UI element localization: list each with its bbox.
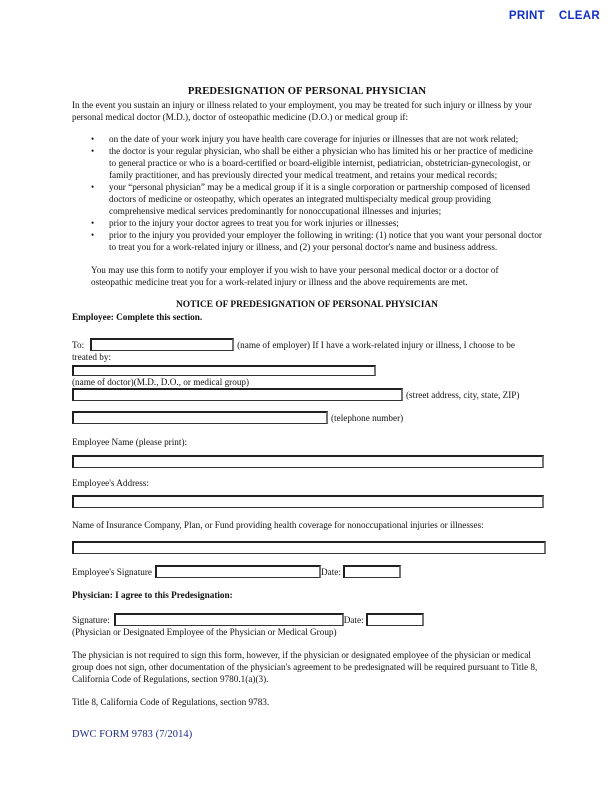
employer-note: (name of employer) If I have a work-related injury or illness, I choose to be — [237, 340, 515, 350]
form-page — [72, 86, 542, 708]
signature-label: Signature: — [72, 615, 110, 625]
closing-paragraph: The physician is not required to sign this form, however, if the physician or designated employee of the physician or medical group does not sign, other documentation of the physician's agreement to be predesignated will be required pursuant to Title 8, California Code of Regulations, section 9780.1(a)(3). — [72, 650, 538, 684]
list-item: • prior to the injury your doctor agrees to treat you for work injuries or illnesses; — [72, 217, 542, 229]
requirements-list — [72, 133, 542, 253]
print-button[interactable]: PRINT — [508, 10, 545, 22]
list-item: • the doctor is your regular physician, who shall be either a physician who has limited his or her practice of medicine to general practice or who is a board-certified or board-eligible internist, pediatrician, obstetrician-gynecologist, or family practitioner, and has previously directed your medical treatment, and retains your medical records; — [72, 145, 542, 181]
notify-paragraph: You may use this form to notify your employer if you wish to have your personal medical doctor or a doctor of osteopathic medicine treat you for a work-related injury or illness and the above requirements are met. — [91, 265, 499, 287]
physician-signature-row — [72, 613, 542, 626]
address-note: (street address, city, state, ZIP) — [406, 390, 520, 400]
employee-name-field[interactable] — [72, 455, 544, 468]
physician-signature-note: (Physician or Designated Employee of the Physician or Medical Group) — [72, 627, 337, 637]
doctor-address-field[interactable] — [72, 388, 403, 401]
physician-date-field[interactable] — [366, 613, 424, 626]
phone-note: (telephone number) — [331, 413, 404, 423]
clear-button[interactable]: CLEAR — [558, 10, 600, 22]
employee-signature-row — [72, 565, 542, 578]
doctor-note: (name of doctor)(M.D., D.O., or medical group) — [72, 377, 250, 387]
to-label: To: — [72, 340, 85, 350]
employee-name-label: Employee Name (please print): — [72, 437, 188, 447]
intro-paragraph: In the event you sustain an injury or illness related to your employment, you may be treated for such injury or illness by your personal medical doctor (M.D.), doctor of osteopathic medicine (D.O.) or medical group if: — [72, 100, 532, 122]
employee-date-field[interactable] — [343, 565, 401, 578]
date-label: Date: — [343, 615, 364, 625]
list-item: • prior to the injury you provided your employer the following in writing: (1) notice that you want your personal doctor to treat you for a work-related injury or illness, and (2) your personal doctor's name and business address. — [72, 229, 542, 253]
physician-signature-field[interactable] — [114, 613, 344, 626]
physician-section-heading: Physician: I agree to this Predesignation: — [72, 590, 233, 600]
insurance-field[interactable] — [72, 541, 546, 554]
employer-row — [72, 338, 542, 351]
notice-title: NOTICE OF PREDESIGNATION OF PERSONAL PHYSICIAN — [176, 300, 438, 310]
employee-signature-field[interactable] — [155, 565, 321, 578]
treated-by-label: treated by: — [72, 352, 112, 362]
list-item: • your “personal physician” may be a medical group if it is a single corporation or partnership composed of licensed doctors of medicine or osteopathy, which operates an integrated multispecialty medical group providing comprehensive medical services predominantly for nonoccupational illnesses and injuries; — [72, 181, 542, 217]
form-number: DWC FORM 9783 (7/2014) — [72, 729, 193, 740]
form-title: PREDESIGNATION OF PERSONAL PHYSICIAN — [187, 86, 427, 97]
citation: Title 8, California Code of Regulations, section 9783. — [72, 697, 270, 707]
toolbar — [509, 10, 600, 22]
employee-section-heading: Employee: Complete this section. — [72, 312, 203, 322]
list-item: • on the date of your work injury you have health care coverage for injuries or illnesses that are not work related; — [72, 133, 542, 145]
employee-signature-label: Employee's Signature — [72, 567, 152, 577]
doctor-name-field[interactable] — [72, 365, 376, 376]
doctor-phone-field[interactable] — [72, 411, 328, 424]
employee-address-label: Employee's Address: — [72, 478, 149, 488]
insurance-label: Name of Insurance Company, Plan, or Fund providing health coverage for nonoccupational injuries or illnesses: — [72, 520, 484, 530]
date-label: Date: — [321, 567, 341, 577]
employer-name-field[interactable] — [90, 338, 234, 351]
employee-address-field[interactable] — [72, 495, 544, 508]
